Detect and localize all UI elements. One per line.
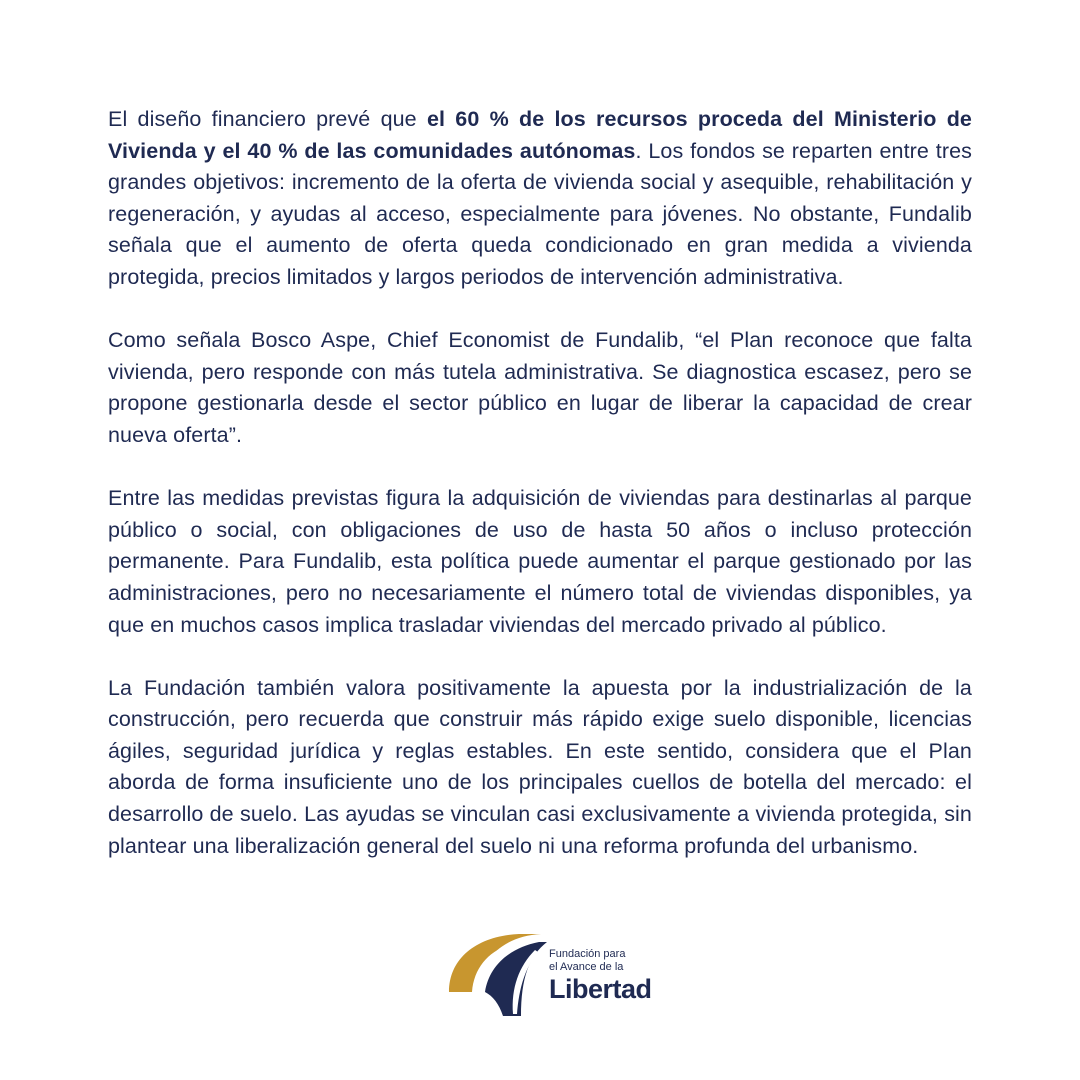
logo-line-2: el Avance de la <box>549 961 624 973</box>
logo-road-emblem-icon <box>447 922 547 1018</box>
paragraph-1-highlight: el 60 % de los recursos proceda del Ministerio de Vivienda y el 40 % de las comunidades autónomas <box>108 107 972 163</box>
paragraph-1-rest: . Los fondos se reparten entre tres grandes objetivos: incremento de la oferta de vivienda social y asequible, rehabilitación y regeneración, y ayudas al acceso, especialmente para jóvenes. No obstante, Fundalib señala que el aumento de oferta queda condicionado en gran medida a vivienda protegida, precios limitados y largos periodos de intervención administrativa. <box>108 138 972 289</box>
article-body <box>108 104 972 862</box>
foundation-logo <box>447 922 652 1022</box>
logo-wordmark <box>549 948 652 1004</box>
logo-line-1: Fundación para <box>549 948 626 960</box>
paragraph-1-intro: El diseño financiero prevé que <box>108 107 427 131</box>
paragraph-2: Como señala Bosco Aspe, Chief Economist de Fundalib, “el Plan reconoce que falta vivienda, pero responde con más tutela administrativa. Se diagnostica escasez, pero se propone gestionarla desde el sector público en lugar de liberar la capacidad de crear nueva oferta”. <box>108 328 972 447</box>
logo-line-3: Libertad <box>549 974 652 1004</box>
paragraph-3: Entre las medidas previstas figura la adquisición de viviendas para destinarlas al parque público o social, con obligaciones de uso de hasta 50 años o incluso protección permanente. Para Fundalib, esta política puede aumentar el parque gestionado por las administraciones, pero no necesariamente el número total de viviendas disponibles, ya que en muchos casos implica trasladar viviendas del mercado privado al público. <box>108 486 972 637</box>
paragraph-1 <box>108 104 972 294</box>
paragraph-4: La Fundación también valora positivamente la apuesta por la industrialización de la construcción, pero recuerda que construir más rápido exige suelo disponible, licencias ágiles, seguridad jurídica y reglas estables. En este sentido, considera que el Plan aborda de forma insuficiente uno de los principales cuellos de botella del mercado: el desarrollo de suelo. Las ayudas se vinculan casi exclusivamente a vivienda protegida, sin plantear una liberalización general del suelo ni una reforma profunda del urbanismo. <box>108 675 972 858</box>
